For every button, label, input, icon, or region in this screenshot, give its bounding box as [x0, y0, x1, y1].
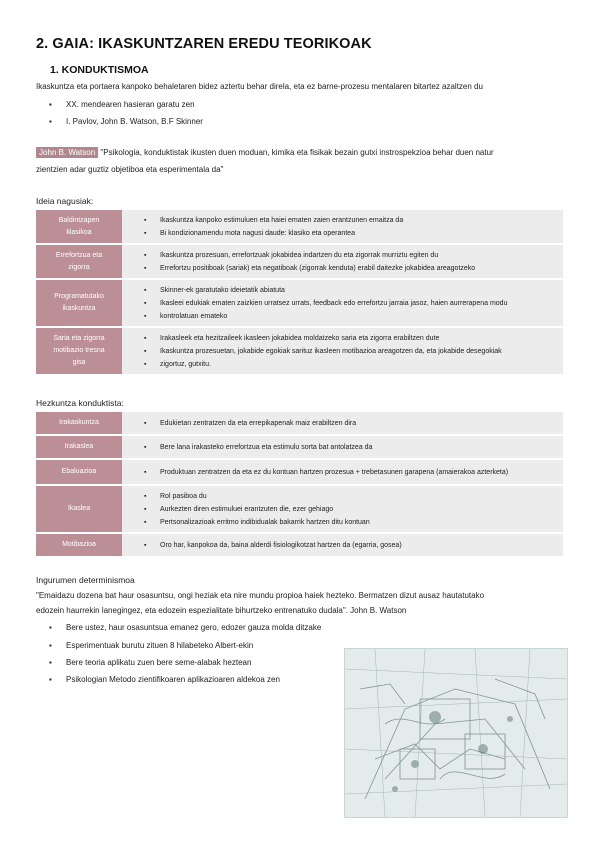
row-label: Ebaluazioa: [36, 460, 122, 484]
row-content: [122, 280, 563, 326]
row-label: Ikaslea: [36, 486, 122, 532]
row-content: [122, 486, 563, 532]
section-heading: 1. KONDUKTISMOA: [50, 64, 149, 76]
table-row: [36, 328, 563, 374]
table-row: [36, 460, 563, 484]
list-item: ▪ Pertsonalizazioak erritmo indibidualak bakarrik hartzen ditu kontuan: [144, 516, 563, 529]
list-item: ▪ Rol pasiboa du: [144, 490, 563, 503]
row-content: [122, 245, 563, 278]
ideas-table: [36, 208, 563, 376]
list-item: ▪ Bi kondizionamendu mota nagusi daude: klasiko eta operantea: [144, 227, 563, 240]
list-item: ▪ Ikaskuntza kanpoko estimuluen eta haiei ematen zaien erantzunen emaitza da: [144, 214, 563, 227]
watson-quote: [36, 144, 566, 178]
row-label: Motibazioa: [36, 534, 122, 556]
list-item: ▪ Oro har, kanpokoa da, baina alderdi fisiologikotzat hartzen da (egarria, gosea): [144, 539, 563, 552]
row-content: [122, 436, 563, 458]
determinism-quote-1: "Emaidazu dozena bat haur osasuntsu, ongi heziak eta nire mundu propioa haiek hezteko. Bermatzen dizut ausaz hautatutako: [36, 591, 485, 600]
table-row: [36, 436, 563, 458]
row-content: [122, 210, 563, 243]
list-item: ▪ Aurkezten diren estimuluei erantzuten die, ezer gehiago: [144, 503, 563, 516]
det-bullet-4: ▪ Psikologian Metodo zientifikoaren aplikazioaren aldekoa zen: [66, 675, 280, 684]
row-label: Irakaslea: [36, 436, 122, 458]
quote-line-1: "Psikologia, konduktistak ikusten duen moduan, kimika eta fisikak bezain gutxi instrospekzioa behar duen natur: [100, 148, 494, 157]
list-item: ▪ Edukietan zentratzen da eta errepikapenak maiz erabiltzen dira: [144, 417, 563, 430]
table-row: [36, 486, 563, 532]
row-label: Programatutako ikaskuntza: [36, 280, 122, 326]
quote-author: John B. Watson: [36, 147, 98, 158]
row-label: Baldintzapen klasikoa: [36, 210, 122, 243]
list-item: ▪ Ikaskuntza prozesuan, errefortzuak jokabidea indartzen du eta zigorrak murriztu egiten du: [144, 249, 563, 262]
table-row: [36, 534, 563, 556]
row-content: [122, 460, 563, 484]
quote-line-2: zientzien adar guztiz objetiboa eta esperimentala da": [36, 165, 224, 174]
row-label: Saria eta zigorra motibazio tresna gisa: [36, 328, 122, 374]
hez-title: Hezkuntza konduktista:: [36, 398, 124, 408]
row-content: [122, 412, 563, 434]
list-item: ▪ kontrolatuan emateko: [144, 310, 563, 323]
list-item: ▪ zigortuz, gutxitu.: [144, 358, 563, 371]
det-bullet-1: ▪ Bere ustez, haur osasuntsua emanez gero, edozer gauza molda ditzake: [66, 623, 321, 632]
row-label: Errefortzua eta zigorra: [36, 245, 122, 278]
albert-experiment-illustration: [344, 648, 568, 818]
det-bullet-2: ▪ Esperimentuak burutu zituen 8 hilabeteko Albert-ekin: [66, 641, 253, 650]
list-item: ▪ Skinner-ek garatutako ideietatik abiatuta: [144, 284, 563, 297]
list-item: ▪ Errefortzu positiboak (sariak) eta negatiboak (zigorrak kenduta) erabil daitezke jokabidea areagotzeko: [144, 262, 563, 275]
table-row: [36, 245, 563, 278]
table-row: [36, 412, 563, 434]
det-bullet-3: ▪ Bere teoria aplikatu zuen bere seme-alabak heztean: [66, 658, 251, 667]
list-item: ▪ Ikaskuntza prozesuetan, jokabide egokiak sarituz ikasleen motibazioa areagotzen da, eta jokabide desegokiak: [144, 345, 563, 358]
table-row: [36, 210, 563, 243]
list-item: ▪ Bere lana irakasteko errefortzua eta estimulu sorta bat antolatzea da: [144, 441, 563, 454]
table-row: [36, 280, 563, 326]
list-item: ▪ Produktuan zentratzen da eta ez du kontuan hartzen prozesua + trebetasunen garapena (amaierakoa azterketa): [144, 466, 563, 479]
row-content: [122, 534, 563, 556]
ideas-title: Ideia nagusiak:: [36, 196, 94, 206]
list-item: ▪ Irakasleek eta hezitzaileek ikasleen jokabidea moldatzeko saria eta zigorra erabiltzen dute: [144, 332, 563, 345]
list-item: ▪ Ikasleei edukiak ematen zaizkien urratsez urrats, feedback edo errefortzu jarraia jasoz, haien aurrerapena modu: [144, 297, 563, 310]
intro-bullet-1: ▪ XX. mendearen hasieran garatu zen: [66, 100, 195, 109]
row-content: [122, 328, 563, 374]
determinism-quote-2: edozein haurrekin lanegingez, eta edozein espezialitate bihurtzeko entrenatuko dudala". John B. Watson: [36, 606, 407, 615]
intro-bullet-2: ▪ I. Pavlov, John B. Watson, B.F Skinner: [66, 117, 203, 126]
row-label: Irakaskuntza: [36, 412, 122, 434]
page-title: 2. GAIA: IKASKUNTZAREN EREDU TEORIKOAK: [36, 36, 372, 52]
determinism-title: Ingurumen determinismoa: [36, 575, 135, 585]
intro-text: Ikaskuntza eta portaera kanpoko behaletaren bidez aztertu behar direla, eta ez barne-prozesu mentalaren bitartez azaltzen du: [36, 82, 483, 91]
hez-table: [36, 410, 563, 558]
